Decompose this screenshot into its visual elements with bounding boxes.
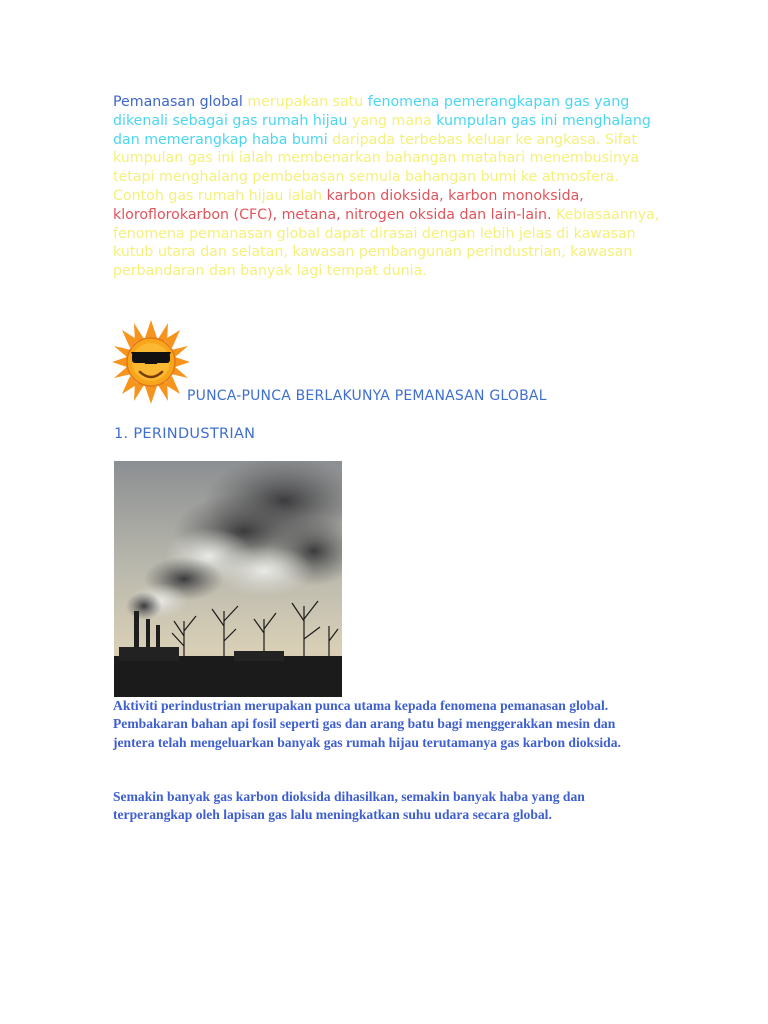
- intro-segment: kumpulan gas ini: [436, 112, 562, 129]
- intro-segment: yang mana: [351, 112, 437, 129]
- intro-segment: fenomena pemerangkapan gas yang dikenali sebagai gas rumah hijau: [113, 94, 630, 129]
- body-paragraph-2: Semakin banyak gas karbon dioksida dihasilkan, semakin banyak haba yang dan terperangkap oleh lapisan gas lalu meningkatkan suhu udara secara global.: [113, 789, 585, 823]
- intro-segment: daripada terbebas keluar ke angkasa. Sifat kumpulan gas ini ialah membenarkan bahangan matahari menembusinya tetapi menghalang pembebasan semula bahangan bumi ke atmosfera. Contoh gas rumah hijau ialah: [113, 131, 640, 204]
- intro-segment: menghalang dan memerangkap haba bumi: [113, 112, 651, 148]
- sun-with-sunglasses-icon: [112, 320, 190, 404]
- section-heading: PUNCA-PUNCA BERLAKUNYA PEMANASAN GLOBAL: [187, 388, 547, 404]
- intro-segment: merupakan satu: [247, 94, 368, 110]
- intro-segment: Kebiasaannya, fenomena pemanasan global dapat dirasai dengan lebih jelas di kawasan kutub utara dan selatan, kawasan pembangunan perindustrian, kawasan perbandaran dan banyak lagi tempat dunia.: [113, 206, 660, 280]
- factory-smokestacks-photo: [114, 461, 342, 697]
- body-paragraph-1: Aktiviti perindustrian merupakan punca utama kepada fenomena pemanasan global. Pembakaran bahan api fosil seperti gas dan arang batu bagi menggerakkan mesin dan jentera telah mengeluarkan banyak gas rumah hijau terutamanya gas karbon dioksida.: [113, 698, 621, 750]
- intro-paragraph: [113, 93, 668, 281]
- intro-segment: karbon dioksida, karbon monoksida, kloroflorokarbon (CFC), metana, nitrogen oksida dan lain-lain.: [113, 187, 584, 223]
- subsection-heading: 1. PERINDUSTRIAN: [114, 426, 256, 442]
- intro-segment: Pemanasan global: [113, 94, 248, 110]
